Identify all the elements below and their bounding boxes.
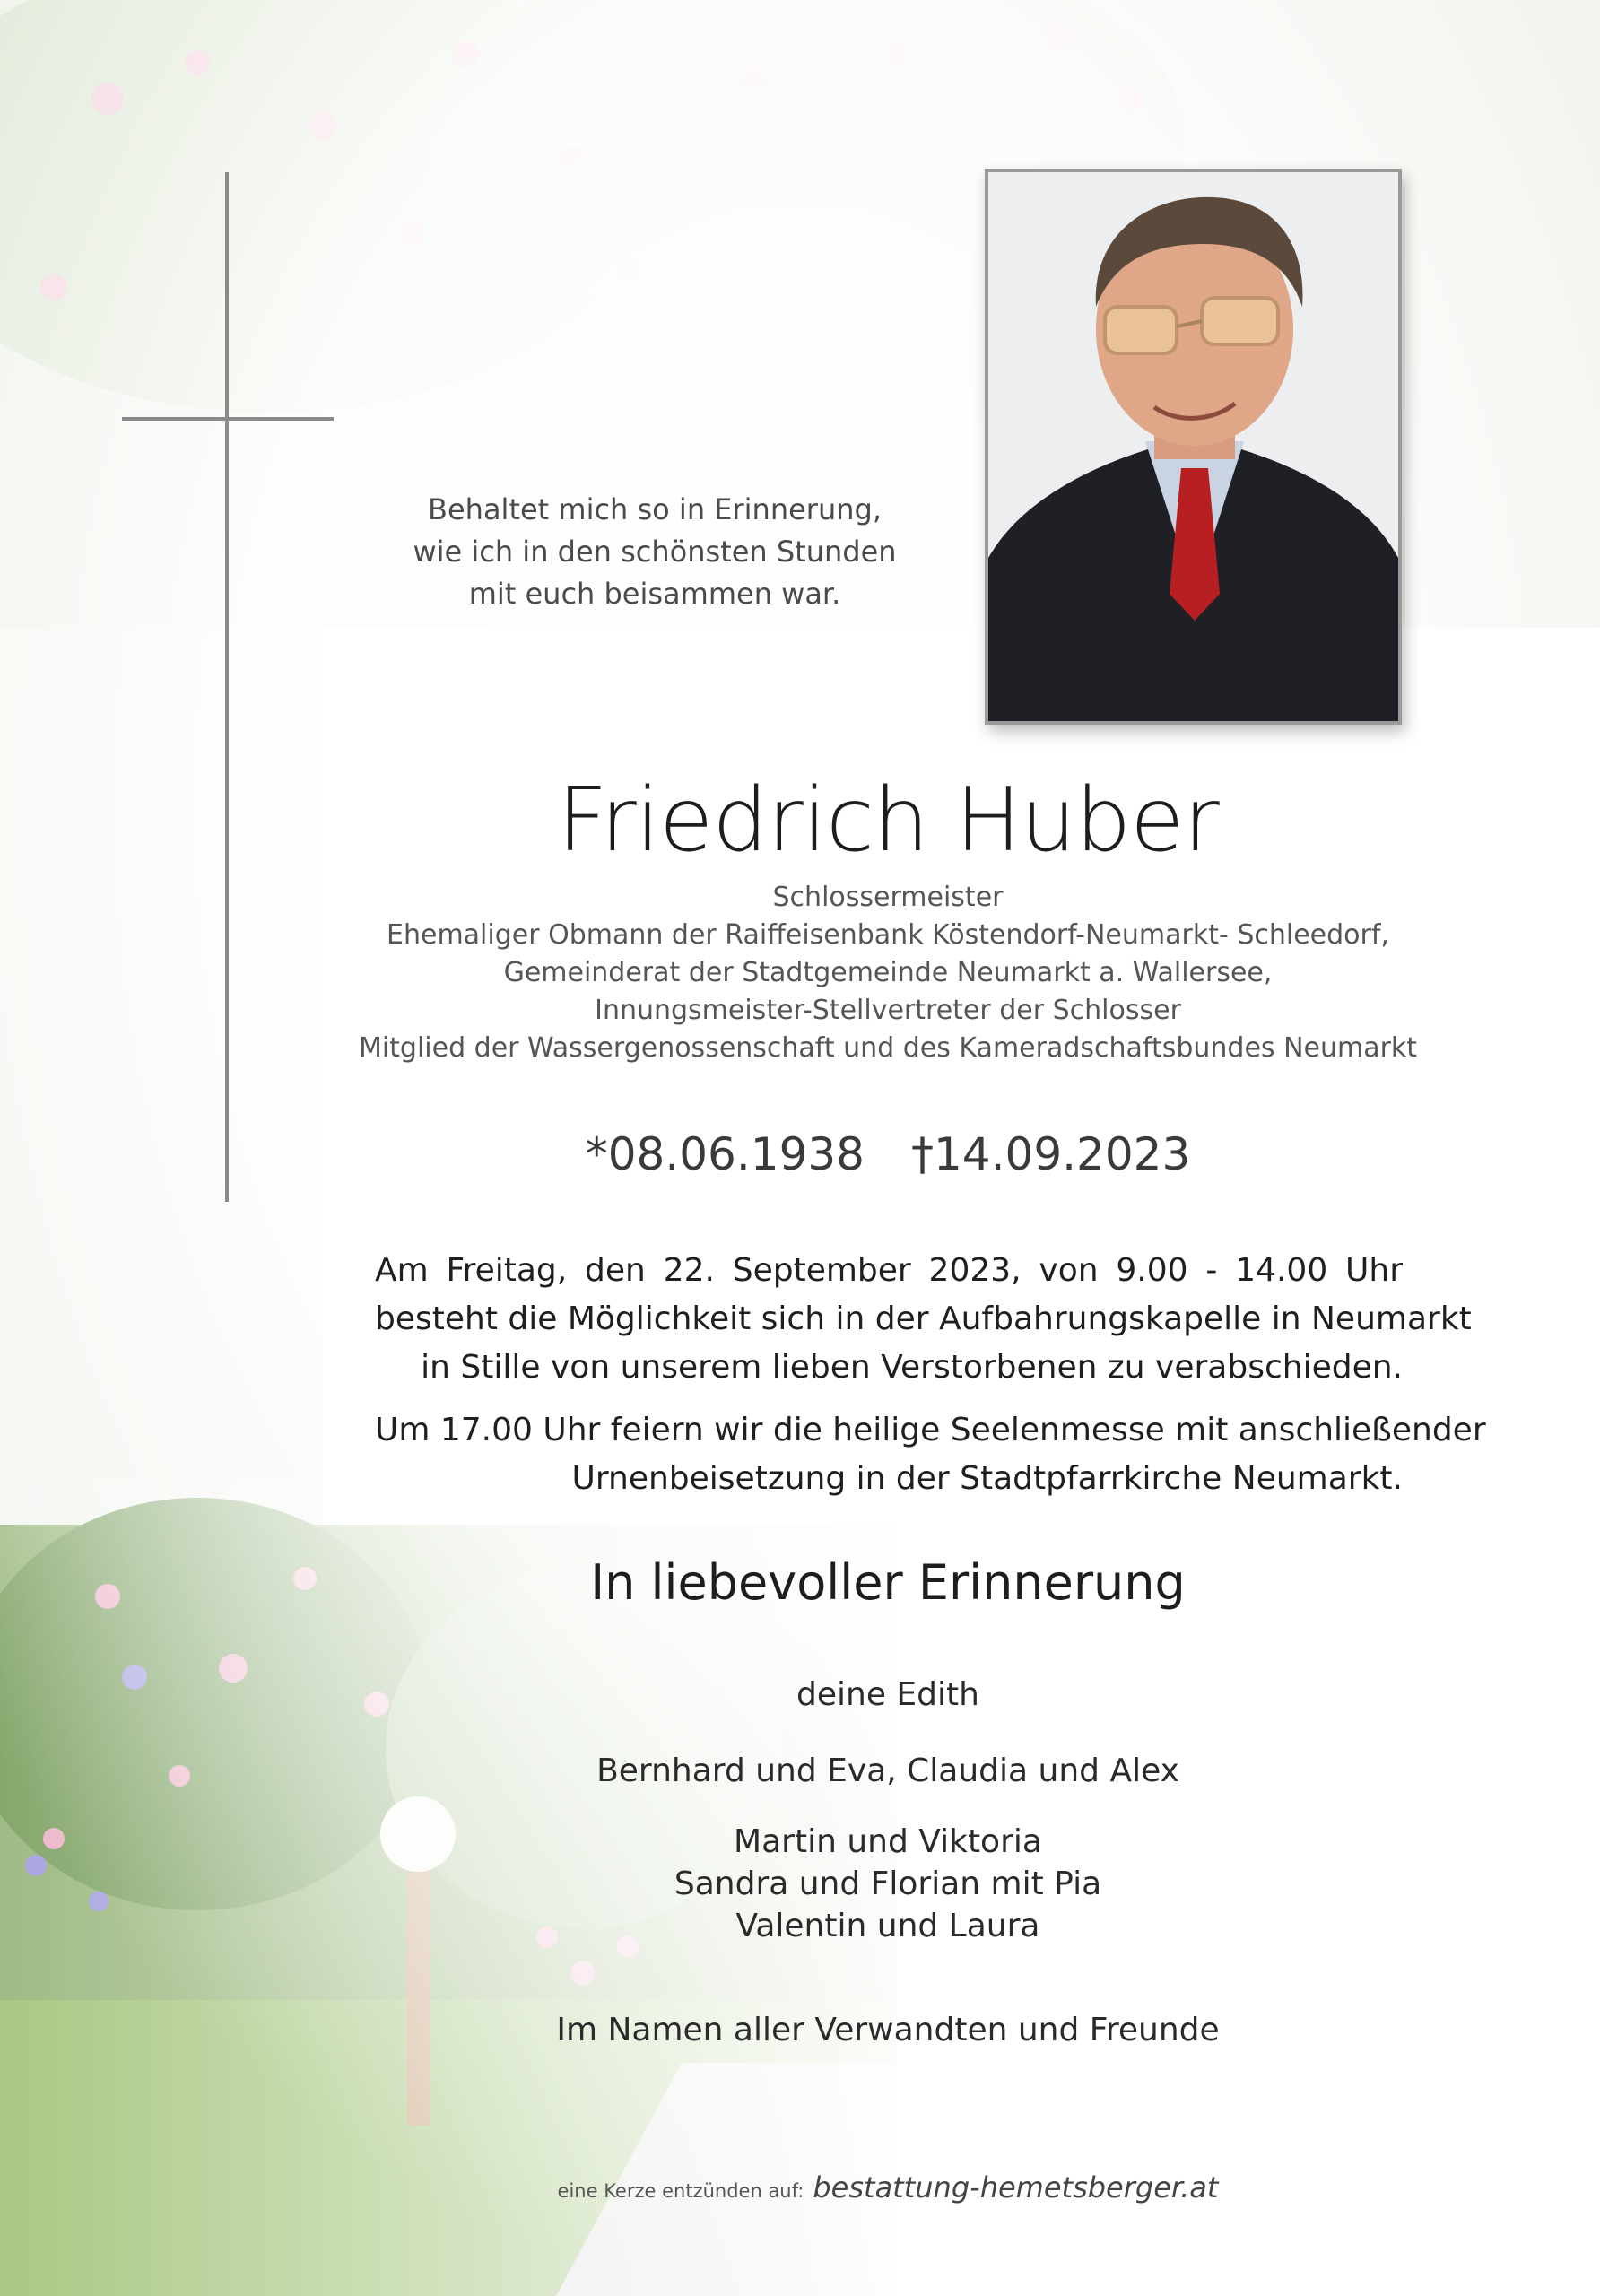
birth-date: *08.06.1938: [585, 1128, 865, 1180]
life-dates: [350, 1126, 1426, 1183]
mass-announcement: [375, 1406, 1486, 1503]
death-date: †14.09.2023: [911, 1128, 1191, 1180]
deceased-name: Friedrich Huber: [557, 770, 1219, 872]
title-line: Schlossermeister: [772, 882, 1004, 913]
grandchildren-line: Sandra und Florian mit Pia: [674, 1866, 1102, 1902]
quote-line: Behaltet mich so in Erinnerung,: [428, 492, 882, 526]
announcement-line: besteht die Möglichkeit sich in der Aufbahrungskapelle in Neumarkt: [375, 1300, 1472, 1337]
cross-icon: [225, 172, 229, 1202]
title-line: Mitglied der Wassergenossenschaft und des Kameradschaftsbundes Neumarkt: [358, 1032, 1418, 1064]
title-line: Innungsmeister-Stellvertreter der Schlosser: [595, 995, 1181, 1026]
quote-line: wie ich in den schönsten Stunden: [413, 535, 897, 569]
announcement-line: Am Freitag, den 22. September 2023, von 9.00 - 14.00 Uhr: [375, 1252, 1403, 1289]
announcement-line: Urnenbeisetzung in der Stadtpfarrkirche Neumarkt.: [571, 1460, 1403, 1497]
title-line: Gemeinderat der Stadtgemeinde Neumarkt a. Wallersee,: [503, 957, 1273, 988]
footer-prefix: eine Kerze entzünden auf:: [557, 2180, 804, 2202]
portrait-photo: [985, 169, 1402, 725]
footer-website-link[interactable]: bestattung-hemetsberger.at: [813, 2170, 1219, 2205]
viewing-announcement: [375, 1247, 1472, 1392]
mourner-spouse: deine Edith: [796, 1676, 979, 1713]
cross-crossbar: [122, 417, 334, 421]
grandchildren-line: Valentin und Laura: [735, 1908, 1040, 1944]
mourner-grandchildren: [350, 1821, 1426, 1947]
memorial-quote: [341, 489, 969, 615]
quote-line: mit euch beisammen war.: [468, 577, 841, 611]
announcement-line: Um 17.00 Uhr feiern wir die heilige Seelenmesse mit anschließender: [375, 1412, 1486, 1448]
portrait-image: [988, 172, 1398, 721]
announcement-line: in Stille von unserem lieben Verstorbenen zu verabschieden.: [421, 1349, 1403, 1386]
footer: [350, 2170, 1426, 2205]
mourner-children: Bernhard und Eva, Claudia und Alex: [596, 1752, 1179, 1789]
mourner-closing: Im Namen aller Verwandten und Freunde: [556, 2012, 1220, 2048]
grandchildren-line: Martin und Viktoria: [734, 1823, 1042, 1860]
mourners-heading: In liebevoller Erinnerung: [590, 1554, 1186, 1611]
deceased-titles: [296, 879, 1480, 1067]
title-line: Ehemaliger Obmann der Raiffeisenbank Köstendorf-Neumarkt- Schleedorf,: [387, 919, 1389, 951]
